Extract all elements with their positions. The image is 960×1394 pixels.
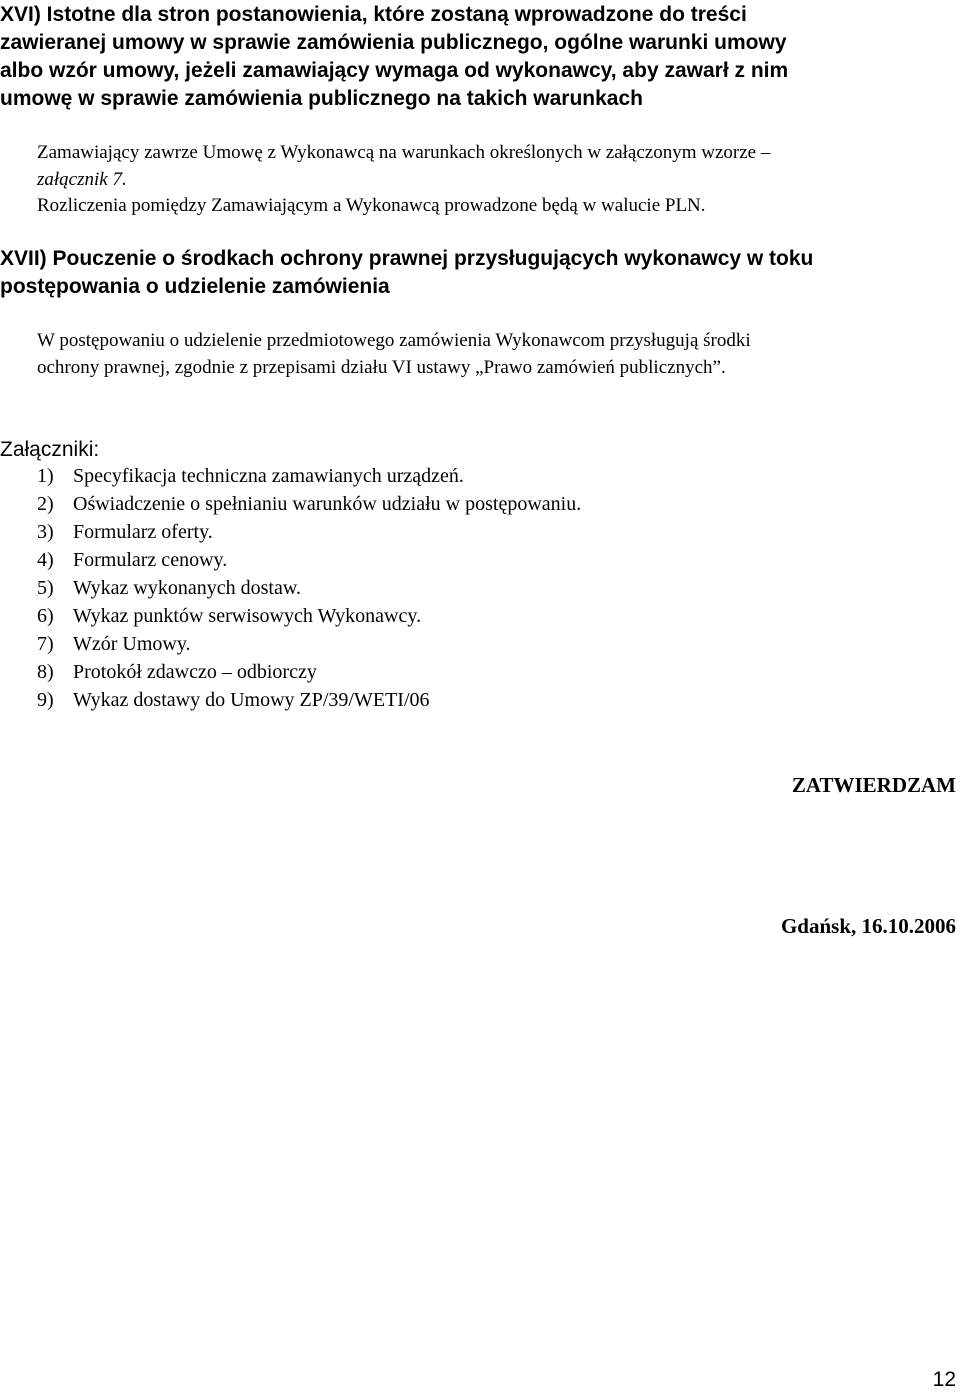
list-item [37,521,213,544]
list-item-text: Formularz oferty. [73,521,213,543]
page-number: 12 [932,1368,956,1391]
list-item-text: Specyfikacja techniczna zamawianych urządzeń. [73,465,464,487]
list-item-number: 8) [37,661,54,683]
list-item-number: 4) [37,549,54,571]
list-item-number: 7) [37,633,54,655]
attachment-reference: załącznik 7. [37,169,127,190]
section-17-para-line-1: W postępowaniu o udzielenie przedmiotowego zamówienia Wykonawcom przysługują środki [37,330,751,351]
list-item-text: Wykaz dostawy do Umowy ZP/39/WETI/06 [73,689,430,711]
section-16-heading-line-4: umowę w sprawie zamówienia publicznego na takich warunkach [0,87,643,110]
section-17-para-line-2: ochrony prawnej, zgodnie z przepisami działu VI ustawy „Prawo zamówień publicznych”. [37,357,726,378]
list-item-number: 2) [37,493,54,515]
list-item-number: 9) [37,689,54,711]
list-item [37,605,421,628]
list-item-number: 5) [37,577,54,599]
list-item [37,689,430,712]
section-16-heading-line-2: zawieranej umowy w sprawie zamówienia publicznego, ogólne warunki umowy [0,31,787,54]
place-date: Gdańsk, 16.10.2006 [780,914,956,938]
list-item [37,661,317,684]
attachments-title: Załączniki: [0,438,100,461]
section-16-heading-line-3: albo wzór umowy, jeżeli zamawiający wymaga od wykonawcy, aby zawarł z nim [0,59,789,82]
section-16-para-line-1: Zamawiający zawrze Umowę z Wykonawcą na warunkach określonych w załączonym wzorze – [37,142,771,163]
list-item [37,493,581,516]
list-item-number: 3) [37,521,54,543]
list-item [37,465,464,488]
list-item-number: 1) [37,465,54,487]
list-item-number: 6) [37,605,54,627]
section-16-para-line-3: Rozliczenia pomiędzy Zamawiającym a Wykonawcą prowadzone będą w walucie PLN. [37,195,706,216]
section-17-heading-line-1: XVII) Pouczenie o środkach ochrony prawnej przysługujących wykonawcy w toku [0,247,814,270]
list-item [37,549,227,572]
list-item [37,633,191,656]
list-item-text: Formularz cenowy. [73,549,228,571]
approval-label: ZATWIERDZAM [791,773,956,797]
section-17-heading-line-2: postępowania o udzielenie zamówienia [0,275,390,298]
list-item-text: Wykaz punktów serwisowych Wykonawcy. [73,605,422,627]
section-16-heading-line-1: XVI) Istotne dla stron postanowienia, które zostaną wprowadzone do treści [0,3,747,26]
list-item-text: Wzór Umowy. [73,633,191,655]
list-item-text: Wykaz wykonanych dostaw. [73,577,301,599]
list-item-text: Protokół zdawczo – odbiorczy [73,661,317,683]
list-item [37,577,301,600]
list-item-text: Oświadczenie o spełnianiu warunków udziału w postępowaniu. [73,493,582,515]
